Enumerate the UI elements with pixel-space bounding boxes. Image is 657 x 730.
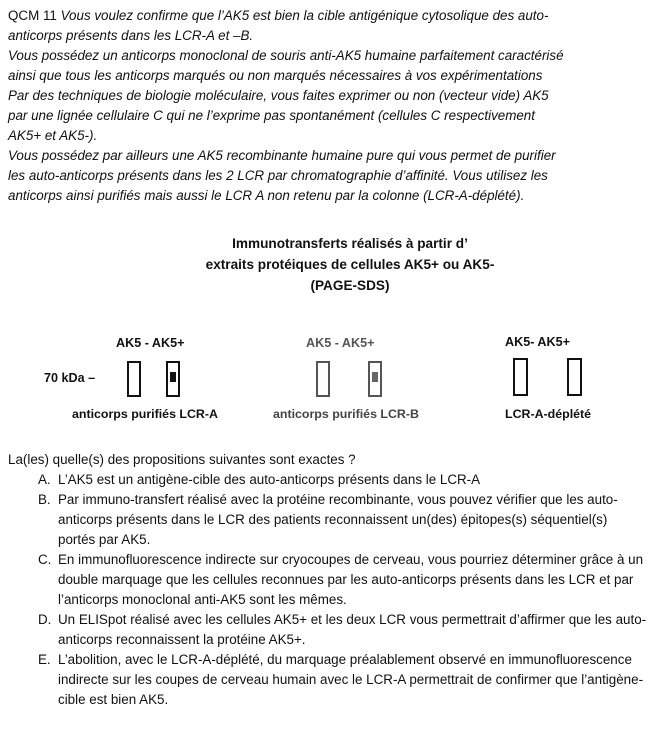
panel-3-lane-labels: AK5- AK5+ — [505, 335, 570, 349]
intro-line-7: AK5+ et AK5-). — [8, 128, 98, 143]
option-a — [8, 470, 648, 490]
intro-line-5: Par des techniques de biologie moléculaire, vous faites exprimer ou non (vecteur vide) AK5 — [8, 88, 549, 103]
panel-2-caption: anticorps purifiés LCR-B — [273, 407, 419, 421]
option-text: L’AK5 est un antigène-cible des auto-anticorps présents dans le LCR-A — [58, 472, 481, 487]
option-text: Par immuno-transfert réalisé avec la protéine recombinante, vous pouvez vérifier que les auto-anticorps présents dans le LCR des patients reconnaissent un(des) épitopes(s) séquentiel(s) portés par AK5. — [58, 492, 618, 547]
intro-line-8: Vous possédez par ailleurs une AK5 recombinante humaine pure qui vous permet de purifier — [8, 148, 556, 163]
immunoblot-figure — [0, 225, 657, 440]
option-letter: B. — [38, 492, 51, 507]
intro-line-9: les auto-anticorps présents dans les 2 LCR par chromatographie d’affinité. Vous utilisez les — [8, 168, 548, 183]
panel-2-lane-ak5-neg — [316, 361, 330, 397]
option-text: L’abolition, avec le LCR-A-déplété, du marquage préalablement observé en immunofluorescence indirecte sur les coupes de cerveau humain avec le LCR-A permettrait de confirmer que l’antigène-cible est bien AK5. — [58, 652, 644, 707]
option-b — [8, 490, 648, 550]
intro-line-2: anticorps présents dans les LCR-A et –B. — [8, 28, 254, 43]
panel-3-lane-ak5-neg — [513, 358, 528, 396]
panel-2-lane-labels: AK5 - AK5+ — [306, 336, 375, 350]
intro-line-4: ainsi que tous les anticorps marqués ou non marqués nécessaires à vos expérimentations — [8, 68, 543, 83]
question-stem: La(les) quelle(s) des propositions suivantes sont exactes ? — [8, 452, 356, 467]
option-letter: D. — [38, 612, 52, 627]
panel-1-caption: anticorps purifiés LCR-A — [72, 407, 218, 421]
intro-paragraph — [8, 6, 648, 206]
panel-1-band-70kda — [170, 372, 176, 382]
figure-title: Immunotransferts réalisés à partir d’ extraits protéiques de cellules AK5+ ou AK5- (PAGE-SDS) — [205, 236, 495, 293]
question-block — [8, 450, 648, 710]
panel-1-lane-labels: AK5 - AK5+ — [116, 336, 185, 350]
panel-2-band-70kda — [372, 372, 378, 382]
option-text: Un ELISpot réalisé avec les cellules AK5+ et les deux LCR vous permettrait d’affirmer que les auto-anticorps reconnaissent la protéine AK5+. — [58, 612, 647, 647]
option-d — [8, 610, 648, 650]
molecular-weight-marker: 70 kDa – — [44, 371, 96, 385]
intro-line-1: QCM 11 Vous voulez confirme que l’AK5 est bien la cible antigénique cytosolique des auto- — [8, 8, 549, 23]
panel-1-lane-ak5-pos — [166, 361, 180, 397]
panel-3-lane-ak5-pos — [567, 358, 582, 396]
intro-line-3: Vous possédez un anticorps monoclonal de souris anti-AK5 humaine parfaitement caractérisé — [8, 48, 564, 63]
intro-line-10: anticorps ainsi purifiés mais aussi le LCR A non retenu par la colonne (LCR-A-déplété). — [8, 188, 525, 203]
intro-line-6: par une lignée cellulaire C qui ne l’exprime pas spontanément (cellules C respectivement — [8, 108, 535, 123]
option-letter: E. — [38, 652, 51, 667]
qcm-label: QCM 11 — [8, 8, 57, 23]
panel-3-caption: LCR-A-déplété — [505, 407, 592, 421]
option-e — [8, 650, 648, 710]
option-text: En immunofluorescence indirecte sur cryocoupes de cerveau, vous pourriez déterminer grâce à un double marquage que les cellules reconnues par les auto-anticorps présents dans les LCR et par l’anticorps monoclonal anti-AK5 sont les mêmes. — [58, 552, 644, 607]
option-c — [8, 550, 648, 610]
option-letter: C. — [38, 552, 52, 567]
panel-1-lane-ak5-neg — [127, 361, 141, 397]
option-letter: A. — [38, 472, 51, 487]
panel-2-lane-ak5-pos — [368, 361, 382, 397]
